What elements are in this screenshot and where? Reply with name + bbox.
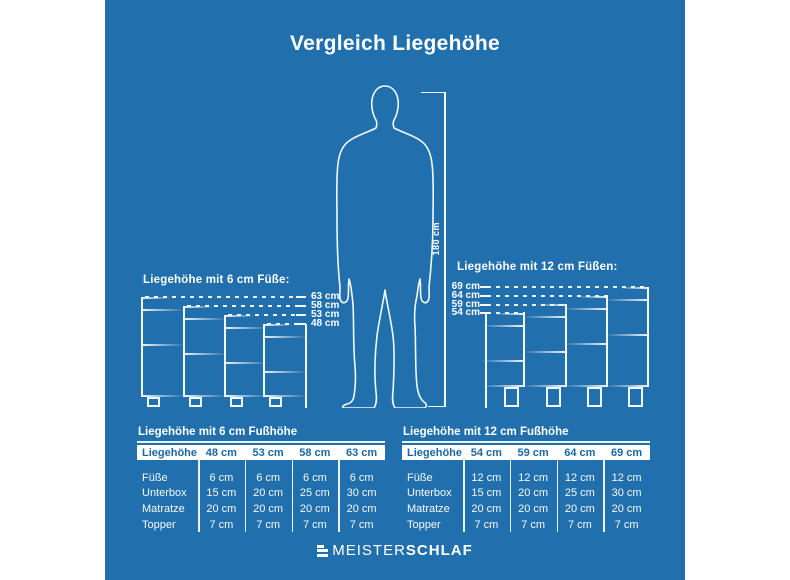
right-group-label: Liegehöhe mit 12 cm Füßen: [457,261,618,273]
bed-foot [628,387,643,407]
header-cell: 48 cm [205,446,237,459]
header-cell: 63 cm [346,446,378,459]
bed-69cm [599,287,649,387]
cell: 20 cm [253,502,284,515]
table-row [137,486,385,502]
header-cell: Liegehöhe [407,446,463,459]
height-label-64: 64 cm [451,290,480,301]
cell: 12 cm [564,471,595,484]
table-title-underline [402,441,650,443]
row-label: Füße [142,471,168,484]
callout-tick [296,314,306,316]
height-label-58: 58 cm [311,300,340,311]
mattress-line [141,344,185,346]
callout-dash-53 [228,314,303,316]
person-measure-tick-bottom [428,406,446,408]
person-measure-line [444,92,446,407]
cell: 7 cm [614,518,639,531]
left-ref-line [305,324,307,408]
bed-edge [263,324,265,397]
bed-foot [546,387,561,407]
table-row [137,501,385,517]
cell: 7 cm [302,518,327,531]
mattress-line [224,362,268,364]
row-label: Topper [407,518,441,531]
cell: 12 cm [471,471,502,484]
table-header-row [137,445,385,460]
header-cell: 53 cm [252,446,284,459]
bed-foot [269,397,282,407]
bed-foot [189,397,202,407]
table-row [402,486,650,502]
bed-foot [147,397,160,407]
header-cell: 69 cm [611,446,643,459]
cell: 20 cm [518,487,549,500]
height-label-69: 69 cm [451,281,480,292]
header-cell: 59 cm [517,446,549,459]
cell: 7 cm [474,518,499,531]
left-group-label: Liegehöhe mit 6 cm Füße: [143,274,290,286]
brand-footer [105,542,685,559]
cell: 6 cm [349,471,374,484]
cell: 20 cm [564,502,595,515]
person-outline [329,84,442,408]
table-row [137,470,385,486]
header-cell: 58 cm [299,446,331,459]
cell: 6 cm [209,471,234,484]
cell: 20 cm [346,502,377,515]
cell: 25 cm [299,487,330,500]
row-label: Matratze [142,502,185,515]
height-label-48: 48 cm [311,318,340,329]
person-height-label: 180 cm [431,222,441,256]
person-measure-tick-top [421,92,446,94]
mattress-layers-icon [317,545,328,557]
row-label: Unterbox [407,487,452,500]
bed-foot [230,397,243,407]
callout-tick [296,296,306,298]
header-cell: 54 cm [470,446,502,459]
bed-edge [141,297,143,397]
cell: 25 cm [564,487,595,500]
header-cell: 64 cm [564,446,596,459]
callout-tick [296,305,306,307]
bed-foot [504,387,519,407]
table-title-underline [137,441,385,443]
cell: 7 cm [209,518,234,531]
table-body [137,470,385,532]
cell: 12 cm [518,471,549,484]
topper-line [183,318,227,320]
table-row [137,517,385,533]
cell: 20 cm [611,502,642,515]
cell: 6 cm [302,471,327,484]
brand-name-bold: SCHLAF [405,542,473,559]
table-title: Liegehöhe mit 6 cm Fußhöhe [138,426,298,438]
cell: 20 cm [253,487,284,500]
topper-line [263,336,307,338]
cell: 20 cm [299,502,330,515]
table-title: Liegehöhe mit 12 cm Fußhöhe [403,426,569,438]
row-label: Unterbox [142,487,187,500]
header-cell: Liegehöhe [142,446,198,459]
mattress-line [605,334,649,336]
bed-edge [647,287,649,387]
height-label-54: 54 cm [451,307,480,318]
cell: 7 cm [256,518,281,531]
height-label-63: 63 cm [311,291,340,302]
callout-dash-63 [145,296,303,298]
row-label: Topper [142,518,176,531]
callout-tick [480,304,490,306]
callout-tick [480,295,490,297]
cell: 15 cm [471,487,502,500]
row-label: Matratze [407,502,450,515]
mattress-line [263,371,307,373]
cell: 7 cm [521,518,546,531]
brand-name-light: MEISTER [332,542,406,559]
callout-dash-58 [187,305,303,307]
cell: 6 cm [256,471,281,484]
row-label: Füße [407,471,433,484]
bed-foot [587,387,602,407]
cell: 30 cm [611,487,642,500]
cell: 20 cm [471,502,502,515]
topper-line [141,309,185,311]
bed-top-line [619,287,649,289]
topper-line [224,327,268,329]
page-title: Vergleich Liegehöhe [290,32,500,55]
cell: 7 cm [349,518,374,531]
table-row [402,470,650,486]
mattress-line [183,353,227,355]
table-header-row [402,445,650,460]
topper-line [605,299,649,301]
height-label-59: 59 cm [451,299,480,310]
table-row [402,501,650,517]
cell: 12 cm [611,471,642,484]
height-label-53: 53 cm [311,309,340,320]
callout-tick [480,286,490,288]
cell: 20 cm [206,502,237,515]
cell: 20 cm [518,502,549,515]
cell: 30 cm [346,487,377,500]
cell: 7 cm [567,518,592,531]
table-body [402,470,650,532]
cell: 15 cm [206,487,237,500]
table-row [402,517,650,533]
